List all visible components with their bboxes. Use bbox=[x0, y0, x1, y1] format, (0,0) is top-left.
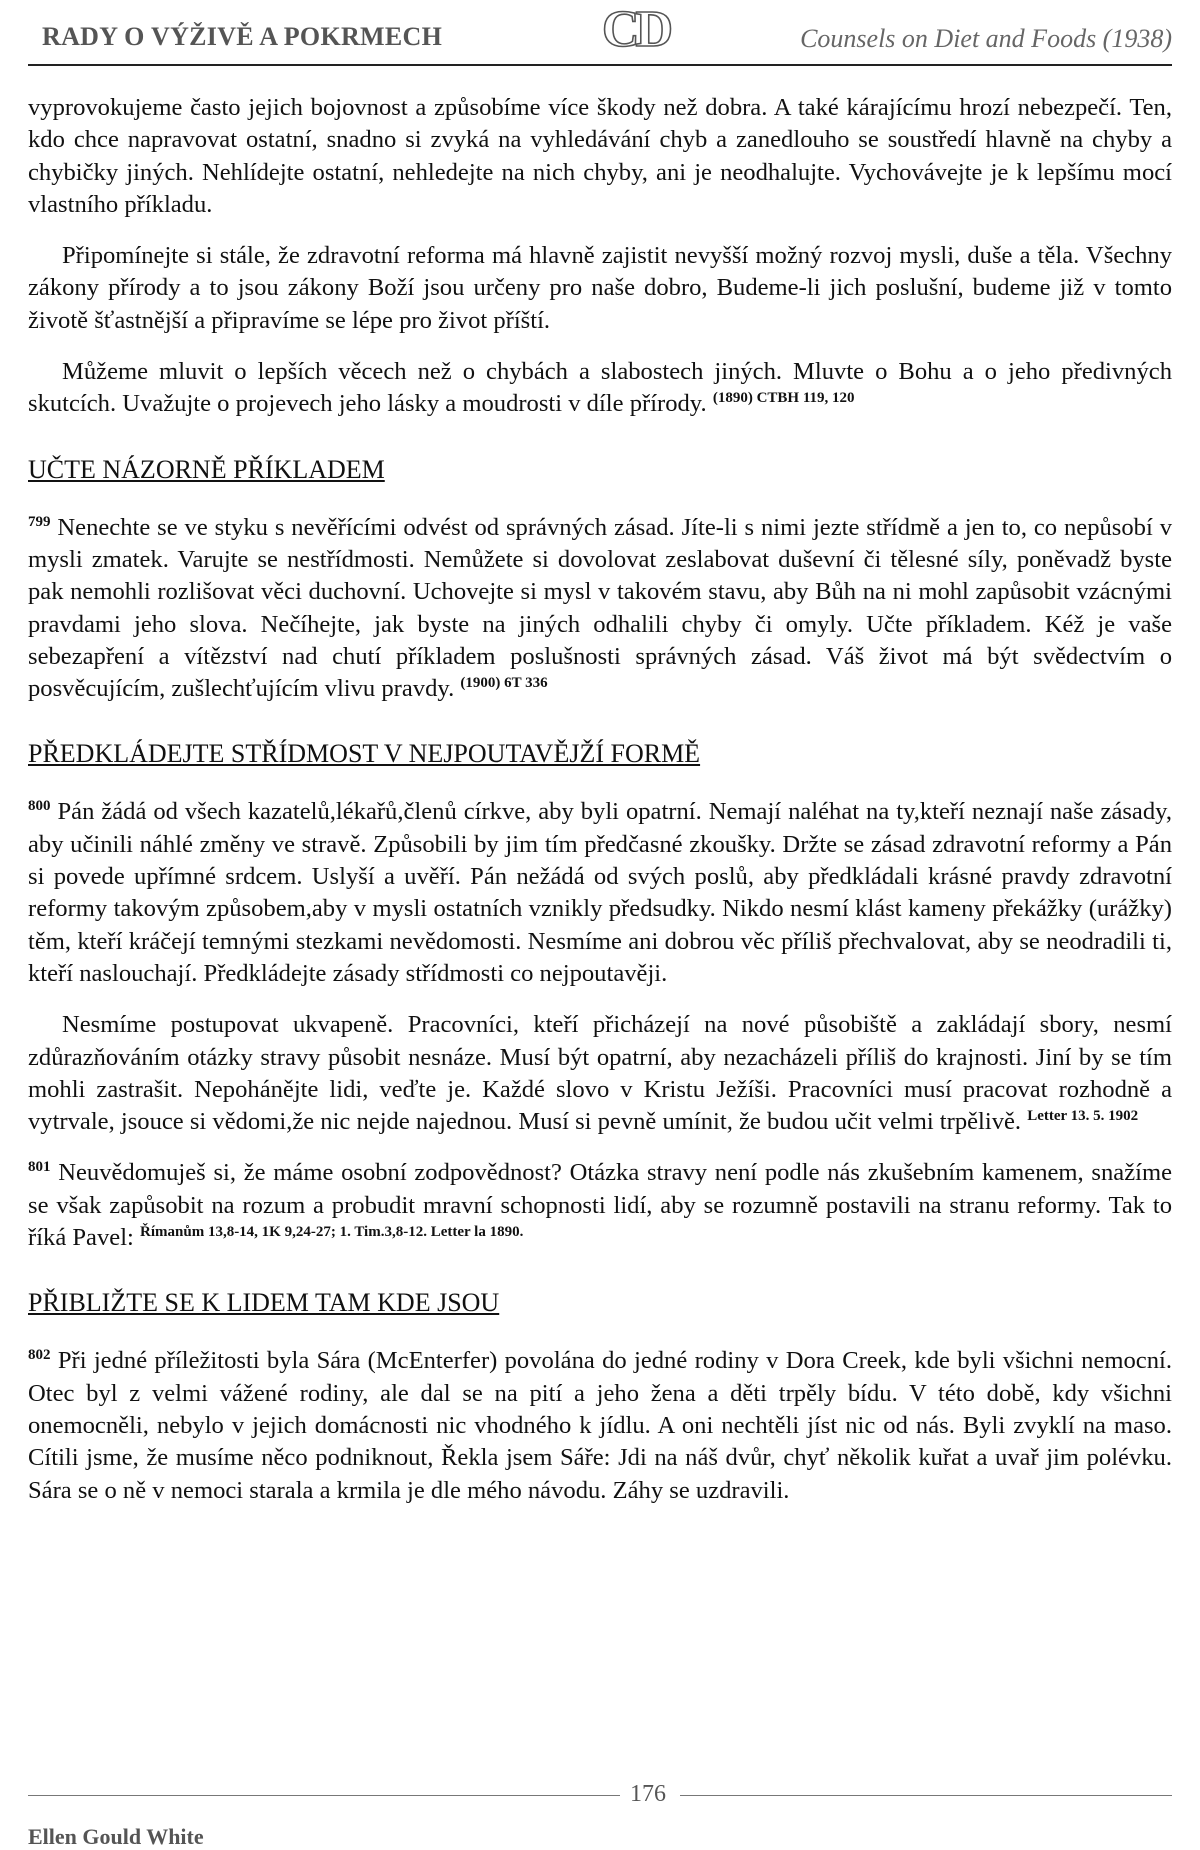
paragraph-number: 801 bbox=[28, 1159, 51, 1176]
paragraph-number: 802 bbox=[28, 1347, 51, 1364]
author-name: Ellen Gould White bbox=[28, 1824, 204, 1849]
reference: Letter 13. 5. 1902 bbox=[1027, 1108, 1139, 1125]
paragraph: Nesmíme postupovat ukvapeně. Pracovníci, kteří přicházejí na nové působiště a zakládají sbory, nesmí zdůrazňováním otázky stravy působit nesnáze. Musí být opatrní, aby nezacházeli příliš do krajnosti. Jiní by se tím mohli zastrašit. Nepoháněјte lidi, veďte je. Každé slovo v Kristu Ježíši. Pracovníci musí pracovat rozhodně a vytrvale, jsouce si vědomi,že nic nejde najednou. Musí si pevně umínit, že budou učit velmi trpělivě. $^{Letter 13. 5. 1902}$ bbox=[28, 1011, 1172, 1136]
reference: (1890) CTBH 119, 120 bbox=[712, 390, 855, 407]
paragraph: Můžeme mluvit o lepších věcech než o chybách a slabostech jiných. Mluvte o Bohu a o jeho předivných skutcích. Uvažujte o projevech jeho lásky a moudrosti v díle přírody. $^{(1890) CTBH 119, 120}$ bbox=[28, 358, 1172, 418]
paragraph: $^{802}$ Při jedné příležitosti byla Sára (McEnterfer) povolána do jedné rodiny v Dora Creek, kde byli všichni nemocní. Otec byl z velmi vážené rodiny, ale dal se na pití a jeho žena a děti trpěly bídu. V této době, kdy všichni onemocněli, nebylo v jejich domácnosti nic vhodného k jídlu. A oni nechtěli jíst nic od nás. Byli zvyklí na maso. Cítili jsme, že musíme něco podniknout, Řekla jsem Sáře: Jdi na náš dvůr, chyť několik kuřat a uvař jim polévku. Sára se o ně v nemoci starala a krmila je dle mého návodu. Záhy se uzdravili. bbox=[28, 1347, 1173, 1504]
book-title-czech: RADY O VÝŽIVĚ A POKRMECH bbox=[42, 22, 443, 51]
page-header bbox=[28, 0, 1172, 62]
book-title-english: Counsels on Diet and Foods (1938) bbox=[800, 24, 1172, 53]
cd-logo: CD bbox=[602, 1, 670, 58]
page-content bbox=[28, 92, 1172, 1507]
section-heading: PŘEDKLÁDEJTE STŘÍDMOST V NEJPOUTAVĚJŽÍ FORMĚ bbox=[28, 739, 701, 769]
header-divider bbox=[28, 64, 1172, 66]
section-heading: PŘIBLIŽTE SE K LIDEM TAM KDE JSOU bbox=[28, 1288, 500, 1318]
paragraph-number: 800 bbox=[28, 798, 51, 815]
footer-divider-left bbox=[28, 1795, 620, 1796]
paragraph: $^{800}$ Pán žádá od všech kazatelů,lékařů,členů církve, aby byli opatrní. Nemají naléhat na ty,kteří neznají naše zásady, aby učinili náhlé změny ve stravě. Způsobili by jim tím předčasné zkoušky. Držte se zásad zdravotní reformy a Pán si povede upřímné srdcem. Uslyší a uvěří. Pán nežádá od svých poslů, aby předkládali krásné pravdy zdravotní reformy takovým způsobem,aby v mysli ostatních vznikly předsudky. Nikdo nesmí klást kameny překážky (urážky) těm, kteří kráčejí temnými stezkami nevědomosti. Nesmíme ani dobrou věc příliš přechvalovat, aby se neodradili ti, kteří naslouchají. Předkládejte zásady střídmosti co nejpoutavěji. bbox=[28, 798, 1172, 987]
page-number: 176 bbox=[630, 1781, 666, 1807]
footer-divider-right bbox=[680, 1795, 1172, 1796]
paragraph: Připomínejte si stále, že zdravotní reforma má hlavně zajistit nevyšší možný rozvoj mysli, duše a těla. Všechny zákony přírody a to jsou zákony Boží jsou určeny pro naše dobro, Budeme-li jich poslušní, budeme již v tomto životě šťastnější a připravíme se lépe pro život příští. bbox=[28, 242, 1172, 334]
paragraph-number: 799 bbox=[28, 513, 51, 530]
reference: Římanům 13,8-14, 1K 9,24-27; 1. Tim.3,8-12. Letter la 1890. bbox=[140, 1224, 524, 1241]
paragraph: $^{799}$ Nenechte se ve styku s nevěřícími odvést od správných zásad. Jíte-li s nimi jezte střídmě a jen to, co nepůsobí v mysli zmatek. Varujte se nestřídmosti. Nemůžete si dovolovat zeslabovat duševní či tělesné síly, poněvadž byste pak nemohli rozlišovat věci duchovní. Uchovejte si mysl v takovém stavu, aby Bůh na ni mohl zapůsobit vzácnými pravdami jeho slova. Nečíhejte, jak byste na jiných odhalili chyby či omyly. Učte příkladem. Kéž je vaše sebezapření a vítězství nad chutí příkladem poslušnosti správných zásad. Váš život má být svědectvím o posvěcujícím, zušlechťujícím vlivu pravdy. $^{(1900) 6T 336}$ bbox=[28, 513, 1172, 703]
section-heading: UČTE NÁZORNĚ PŘÍKLADEM bbox=[28, 454, 385, 484]
page-footer bbox=[0, 1770, 1200, 1849]
paragraph: $^{801}$ Neuvědomuješ si, že máme osobní zodpovědnost? Otázka stravy není podle nás zkušebním kamenem, snažíme se však zapůsobit na rozum a probudit mravní schopnosti lidí, aby se rozumně postavili na stranu reformy. Tak to říká Pavel: $^{Římanům 13,8-14, 1K 9,24-27; 1. Tim.3,8-12. Letter la 1890.}$ bbox=[28, 1159, 1172, 1252]
paragraph: vyprovokujeme často jejich bojovnost a způsobíme více škody než dobra. A také kárajícímu hrozí nebezpečí. Ten, kdo chce napravovat ostatní, snadno si zvyká na vyhledávání chyb a zanedlouho se soustředí hlavně na chyby a chybičky jiných. Nehlídejte ostatní, nehledejte na nich chyby, ani je neodhalujte. Vychovávejte je k lepšímu mocí vlastního příkladu. bbox=[28, 94, 1172, 218]
reference: (1900) 6T 336 bbox=[460, 675, 548, 692]
